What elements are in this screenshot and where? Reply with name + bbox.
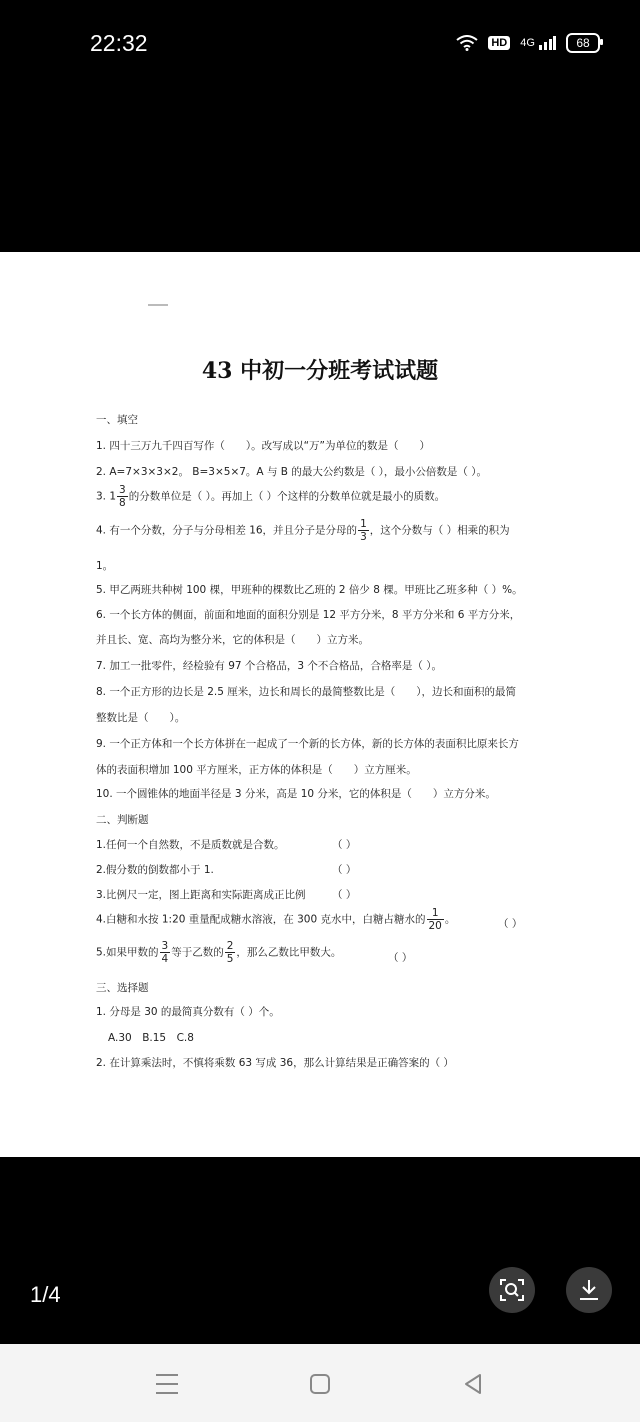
question-suffix: ，那么乙数比甲数大。 <box>236 946 342 959</box>
fraction <box>117 484 128 509</box>
answer-mark: （ ） <box>332 864 357 876</box>
choice-question: 2. 在计算乘法时，不慎将乘数 63 写成 36，那么计算结果是正确答案的（ ） <box>96 1057 454 1069</box>
fraction-denominator: 4 <box>161 953 169 965</box>
menu-icon <box>155 1373 179 1395</box>
battery-level: 68 <box>576 36 590 50</box>
download-button[interactable] <box>566 1267 612 1313</box>
choice-options: A.30 B.15 C.8 <box>108 1032 194 1044</box>
question-prefix: 4. 有一个分数，分子与分母相差 16，并且分子是分母的 <box>96 524 358 537</box>
viewer-toolbar <box>0 1157 640 1344</box>
section-heading: 二、判断题 <box>96 814 149 826</box>
section-heading: 一、填空 <box>96 414 138 426</box>
network-label: 4G <box>520 36 535 49</box>
question-prefix: 4.白糖和水按 1:20 重量配成糖水溶液，在 300 克水中，白糖占糖水的 <box>96 913 426 926</box>
question-text <box>96 518 510 543</box>
question-suffix: 的分数单位是（ ）。再加上（ ）个这样的分数单位就是最小的质数。 <box>128 490 446 503</box>
judgement-item: 2.假分数的倒数都小于 1. <box>96 864 214 876</box>
fraction <box>427 907 444 932</box>
fraction <box>358 518 369 543</box>
system-nav-bar <box>0 1344 640 1422</box>
home-icon <box>309 1373 331 1395</box>
question-text: 10. 一个圆锥体的地面半径是 3 分米，高是 10 分米，它的体积是（ ）立方分米。 <box>96 788 496 800</box>
fraction-denominator: 8 <box>119 497 126 509</box>
document-page[interactable] <box>0 252 640 1157</box>
judgement-item: 3.比例尺一定，图上距离和实际距离成正比例 <box>96 889 306 901</box>
answer-mark: （ ） <box>388 952 413 964</box>
wifi-icon <box>456 35 478 51</box>
back-button[interactable] <box>457 1368 489 1400</box>
fraction <box>160 940 171 965</box>
question-text: 9. 一个正方体和一个长方体拼在一起成了一个新的长方体，新的长方体的表面积比原来长方 <box>96 738 519 750</box>
answer-mark: （ ） <box>498 918 523 930</box>
fraction-denominator: 5 <box>226 953 234 965</box>
question-prefix: 3. 1 <box>96 490 117 503</box>
answer-mark: （ ） <box>332 889 357 901</box>
question-text: 1. 四十三万九千四百写作（ ）。改写成以“万”为单位的数是（ ） <box>96 440 430 452</box>
fraction-denominator: 20 <box>428 920 442 932</box>
fraction-numerator: 2 <box>226 940 234 952</box>
section-heading: 三、选择题 <box>96 982 149 994</box>
judgement-item <box>96 907 455 932</box>
home-button[interactable] <box>304 1368 336 1400</box>
fraction <box>225 940 236 965</box>
scan-search-icon <box>499 1277 525 1303</box>
signal-icon <box>520 36 556 50</box>
question-suffix: ，这个分数与（ ）相乘的积为 <box>369 524 510 537</box>
fraction-numerator: 1 <box>427 907 444 920</box>
battery-icon <box>566 33 600 53</box>
fraction-numerator: 3 <box>119 484 126 496</box>
question-text <box>96 484 445 509</box>
fraction-denominator: 3 <box>360 531 367 543</box>
question-text: 2. A=7×3×3×2。 B=3×5×7。A 与 B 的最大公约数是（ ），最小公倍数是（ ）。 <box>96 466 488 478</box>
scan-search-button[interactable] <box>489 1267 535 1313</box>
status-bar <box>0 0 640 90</box>
answer-mark: （ ） <box>332 839 357 851</box>
choice-question: 1. 分母是 30 的最简真分数有（ ）个。 <box>96 1006 280 1018</box>
document-title: 43 中初一分班考试试题 <box>201 358 439 384</box>
question-text: 8. 一个正方形的边长是 2.5 厘米，边长和周长的最简整数比是（ ），边长和面积的最简 <box>96 686 516 698</box>
status-time: 22:32 <box>90 30 148 56</box>
question-suffix: 。 <box>444 913 456 926</box>
scan-artifact <box>148 304 168 306</box>
question-text: 1。 <box>96 560 114 572</box>
fraction-numerator: 3 <box>161 940 169 952</box>
judgement-item: 1.任何一个自然数，不是质数就是合数。 <box>96 839 285 851</box>
question-text: 体的表面积增加 100 平方厘米，正方体的体积是（ ）立方厘米。 <box>96 764 417 776</box>
download-icon <box>576 1277 602 1303</box>
judgement-item <box>96 940 341 965</box>
status-icons <box>456 33 600 53</box>
question-text: 整数比是（ ）。 <box>96 712 186 724</box>
fraction-numerator: 1 <box>360 518 367 530</box>
hd-badge: HD <box>488 36 510 50</box>
question-text: 5. 甲乙两班共种树 100 棵，甲班种的棵数比乙班的 2 倍少 8 棵。甲班比乙班多种（ ）%。 <box>96 584 523 596</box>
question-text: 6. 一个长方体的侧面，前面和地面的面积分别是 12 平方分米，8 平方分米和 6 平方分米， <box>96 609 521 621</box>
question-middle: 等于乙数的 <box>171 946 224 959</box>
question-prefix: 5.如果甲数的 <box>96 946 159 959</box>
menu-button[interactable] <box>151 1368 183 1400</box>
question-text: 并且长、宽、高均为整分米，它的体积是（ ）立方米。 <box>96 634 369 646</box>
page-indicator: 1/4 <box>30 1282 61 1307</box>
question-text: 7. 加工一批零件，经检验有 97 个合格品，3 个不合格品，合格率是（ ）。 <box>96 660 442 672</box>
back-icon <box>462 1373 484 1395</box>
